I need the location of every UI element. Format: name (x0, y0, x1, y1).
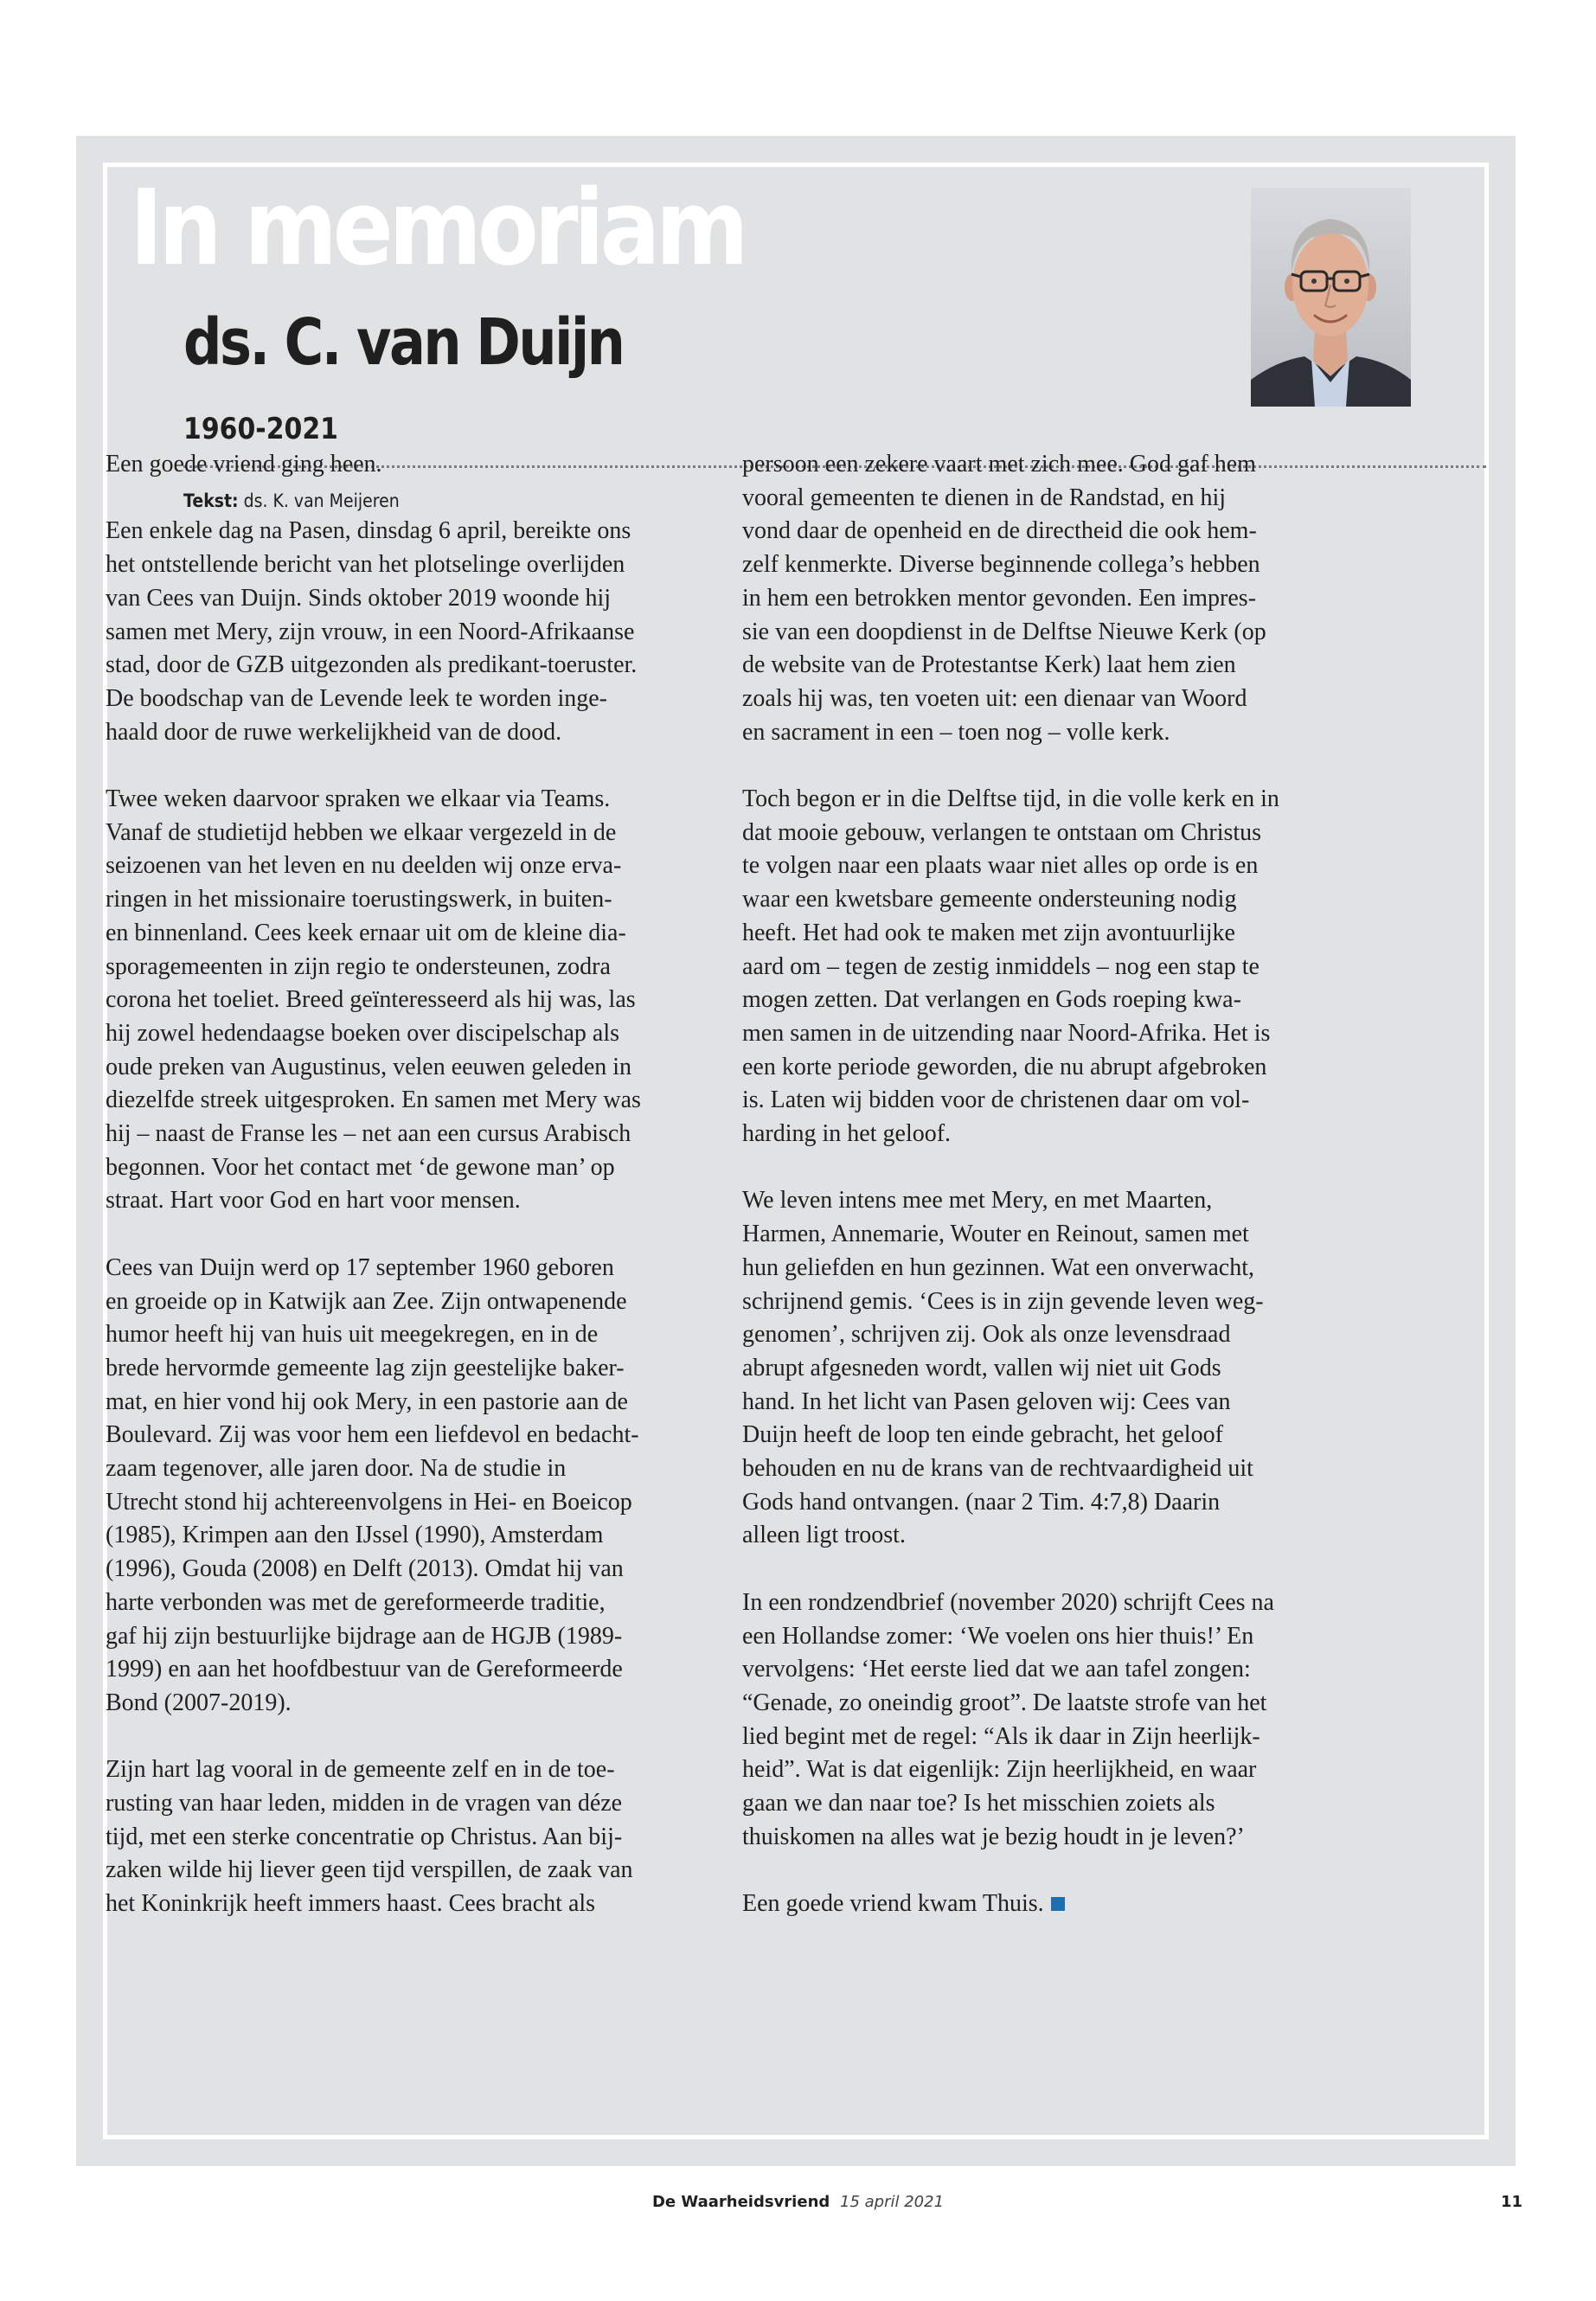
paragraph: Cees van Duijn werd op 17 september 1960 geboren en groeide op in Katwijk aan Zee. Zijn ontwapenende humor heeft hij van huis uit meegekregen, en in de brede hervormde gemeente lag zijn geestelijke baker- mat, en hier vond hij ook Mery, in een pastorie aan de Boulevard. Zij was voor hem een liefdevol en bedacht- zaam tegenover, alle jaren door. Na de studie in Utrecht stond hij achtereenvolgens in Hei- en Boeicop (1985), Krimpen aan den IJssel (1990), Amsterdam (1996), Gouda (2008) en Delft (2013). Omdat hij van harte verbonden was met de gereformeerde traditie, gaf hij zijn bestuurlijke bijdrage aan de HGJB (1989- 1999) en aan het hoofdbestuur van de Gereformeerde Bond (2007-2019). (106, 1253, 639, 1716)
paragraph: Een enkele dag na Pasen, dinsdag 6 april, bereikte ons het ontstellende bericht van het plotselinge overlijden van Cees van Duijn. Sinds oktober 2019 woonde hij samen met Mery, zijn vrouw, in een Noord-Afrikaanse stad, door de GZB uitgezonden als predikant-toeruster. De boodschap van de Levende leek te worden inge- haald door de ruwe werkelijkheid van de dood. (106, 517, 638, 746)
page-footer (0, 2193, 1596, 2211)
closing-line: Een goede vriend kwam Thuis. (742, 1890, 1044, 1918)
section-title: In memoriam (130, 169, 745, 289)
portrait-photo (1251, 188, 1411, 407)
paragraph: Zijn hart lag vooral in de gemeente zelf en in de toe- rusting van haar leden, midden in de vragen van déze tijd, met een sterke concentratie op Christus. Aan bij- zaken wilde hij liever geen tijd verspillen, de zaak van het Koninkrijk heeft immers haast. Cees bracht als (106, 1756, 633, 1918)
publication-date: 15 april 2021 (840, 2193, 945, 2211)
closing-paragraph (742, 1888, 1352, 1921)
paragraph: Een goede vriend ging heen. (106, 451, 382, 478)
paragraph: We leven intens mee met Mery, en met Maarten, Harmen, Annemarie, Wouter en Reinout, samen met hun geliefden en hun gezinnen. Wat een onverwacht, schrijnend gemis. ‘Cees is in zijn gevende leven weg- genomen’, schrijven zij. Ook als onze levensdraad abrupt afgesneden wordt, vallen wij niet uit Gods hand. In het licht van Pasen geloven wij: Cees van Duijn heeft de loop ten einde gebracht, het geloof behouden en nu de krans van de rechtvaardigheid uit Gods hand ontvangen. (naar 2 Tim. 4:7,8) Daarin alleen ligt troost. (742, 1187, 1264, 1549)
paragraph: Toch begon er in die Delftse tijd, in die volle kerk en in dat mooie gebouw, verlangen te ontstaan om Christus te volgen naar een plaats waar niet alles op orde is en waar een kwetsbare gemeente ondersteuning nodig heeft. Het had ook te maken met zijn avontuurlijke aard om – tegen de zestig inmiddels – nog een stap te mogen zetten. Dat verlangen en Gods roeping kwa- men samen in de uitzending naar Noord-Afrika. Het is een korte periode geworden, die nu abrupt afgebroken is. Laten wij bidden voor de christenen daar om vol- harding in het geloof. (742, 785, 1279, 1148)
paragraph: persoon een zekere vaart met zich mee. God gaf hem vooral gemeenten te dienen in de Randstad, en hij vond daar de openheid en de directheid die ook hem- zelf kenmerkte. Diverse beginnende collega’s hebben in hem een betrokken mentor gevonden. Een impres- sie van een doopdienst in de Delftse Nieuwe Kerk (op de website van de Protestantse Kerk) laat hem zien zoals hij was, ten voeten uit: een dienaar van Woord en sacrament in een – toen nog – volle kerk. (742, 451, 1266, 746)
right-column (742, 448, 1352, 1955)
publication-name: De Waarheidsvriend (651, 2193, 830, 2211)
portrait-photo-icon (1251, 188, 1411, 407)
deceased-name: ds. C. van Duijn (183, 305, 624, 380)
credit-author: ds. K. van Meijeren (243, 490, 400, 511)
page-number: 11 (1500, 2193, 1522, 2211)
left-column (106, 448, 702, 1955)
paragraph: In een rondzendbrief (november 2020) schrijft Cees na een Hollandse zomer: ‘We voelen ons hier thuis!’ En vervolgens: ‘Het eerste lied dat we aan tafel zongen: “Genade, zo oneindig groot”. De laatste strofe van het lied begint met de regel: “Als ik daar in Zijn heerlijk- heid”. Wat is dat eigenlijk: Zijn heerlijkheid, en waar gaan we dan naar toe? Is het misschien zoiets als thuiskomen na alles wat je bezig houdt in je leven?’ (742, 1588, 1274, 1850)
credit-label: Tekst: (183, 490, 239, 511)
paragraph: Twee weken daarvoor spraken we elkaar via Teams. Vanaf de studietijd hebben we elkaar vergezeld in de seizoenen van het leven en nu deelden wij onze erva- ringen in het missionaire toerustingswerk, in buiten- en binnenland. Cees keek ernaar uit om de kleine dia- sporagemeenten in zijn regio te ondersteunen, zodra corona het toeliet. Breed geïnteresseerd als hij was, las hij zowel hedendaagse boeken over discipelschap als oude preken van Augustinus, velen eeuwen geleden in diezelfde streek uitgesproken. En samen met Mery was hij – naast de Franse les – net aan een cursus Arabisch begonnen. Voor het contact met ‘de gewone man’ op straat. Hart voor God en hart voor mensen. (106, 785, 641, 1215)
end-square-icon (1051, 1897, 1065, 1911)
life-years: 1960-2021 (183, 412, 338, 446)
